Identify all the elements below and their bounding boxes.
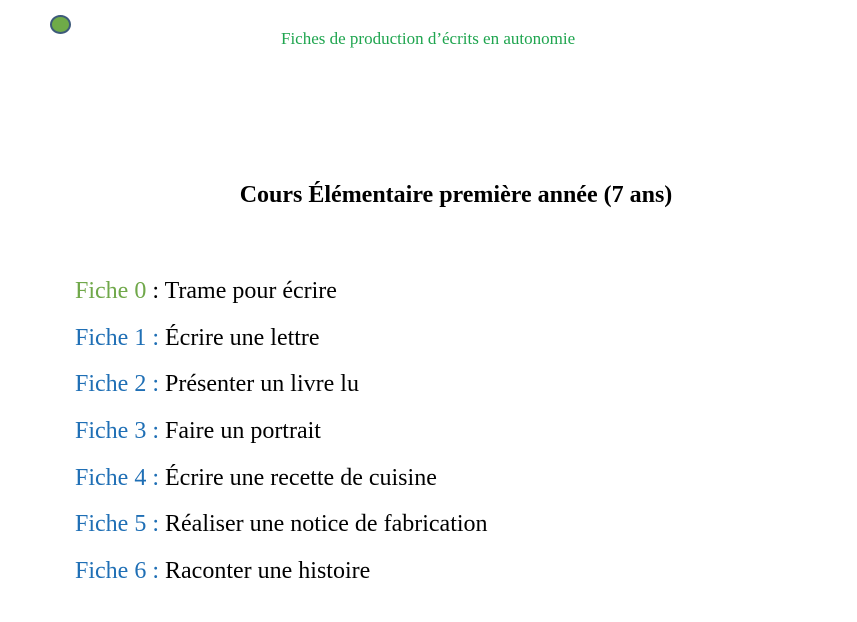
- green-circle-icon: [50, 15, 71, 34]
- fiche-link-4[interactable]: Fiche 4: [75, 464, 147, 491]
- fiche-link-5[interactable]: Fiche 5: [75, 511, 147, 538]
- fiche-title: Écrire une recette de cuisine: [165, 464, 437, 491]
- fiche-item-2: [75, 369, 488, 416]
- fiche-link-0[interactable]: Fiche 0: [75, 278, 147, 304]
- fiche-link-3[interactable]: Fiche 3: [75, 418, 147, 445]
- fiche-title: Écrire une lettre: [165, 324, 320, 351]
- separator: :: [146, 418, 165, 445]
- fiche-list: [75, 276, 488, 603]
- fiche-item-6: [75, 556, 488, 603]
- fiche-link-2[interactable]: Fiche 2: [75, 371, 147, 398]
- separator: :: [146, 511, 165, 538]
- fiche-title: Présenter un livre lu: [165, 371, 359, 398]
- fiche-item-0: [75, 276, 488, 323]
- separator: :: [146, 371, 165, 398]
- document-subtitle: Fiches de production d’écrits en autonomie: [281, 29, 576, 48]
- fiche-item-4: [75, 463, 488, 510]
- fiche-item-3: [75, 416, 488, 463]
- fiche-item-5: [75, 509, 488, 556]
- separator: :: [146, 558, 165, 585]
- fiche-title: Trame pour écrire: [164, 278, 337, 304]
- fiche-title: Faire un portrait: [165, 418, 321, 445]
- separator: :: [146, 278, 165, 304]
- fiche-title: Réaliser une notice de fabrication: [165, 511, 488, 538]
- fiche-item-1: [75, 323, 488, 370]
- separator: :: [146, 464, 165, 491]
- fiche-title: Raconter une histoire: [165, 558, 371, 585]
- page-title: Cours Élémentaire première année (7 ans): [239, 182, 673, 208]
- fiche-link-6[interactable]: Fiche 6: [75, 558, 147, 585]
- fiche-link-1[interactable]: Fiche 1: [75, 324, 147, 351]
- separator: :: [146, 324, 165, 351]
